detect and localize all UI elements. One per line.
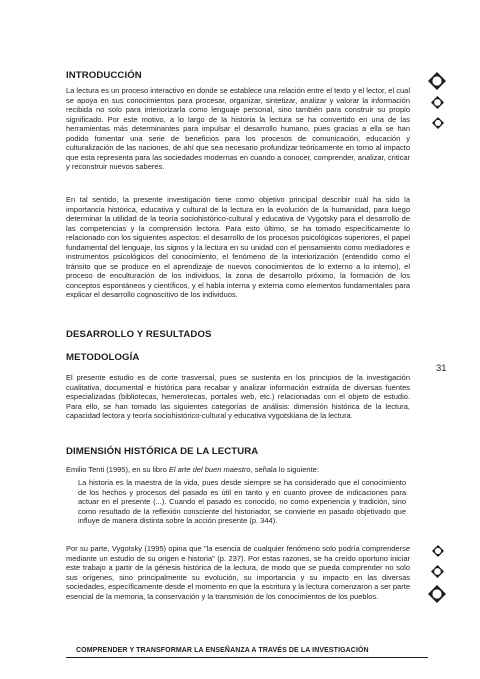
subsection-heading-dimension-historica: DIMENSIÓN HISTÓRICA DE LA LECTURA <box>66 446 259 457</box>
section-heading-desarrollo: DESARROLLO Y RESULTADOS <box>66 329 212 340</box>
footer-title: COMPRENDER Y TRANSFORMAR LA ENSEÑANZA A TRAVÉS DE LA INVESTIGACIÓN <box>76 647 369 654</box>
book-title: El arte del buen maestro <box>168 465 251 474</box>
block-quote-tenti: La historia es la maestra de la vida, pues desde siempre se ha considerado que el conocimiento de los hechos y procesos del pasado es útil en tanto y en cuanto provee de indicaciones para actuar en el presente (...). Cuando el pasado es conocido, no como experiencia y tradición, sino como resultado de la reflexión consciente del historiador, se convierte en pasado objetivado que influye de manera distinta sobre la acción presente (p. 344). <box>78 478 406 525</box>
footer-rule <box>66 657 428 658</box>
page-number: 31 <box>436 363 447 374</box>
subsection-heading-metodologia: METODOLOGÍA <box>66 352 140 363</box>
diamond-ring-ornament-icon <box>428 585 446 603</box>
paragraph-metodologia: El presente estudio es de corte trasversal, pues se sustenta en los principios de la investigación cualitativa, documental e histórica para recabar y analizar información extraída de diversas fuentes especializadas (bibliotecas, hemerotecas, portales web, etc.) relacionadas con el objeto de estudio. Para ello, se han tomado las siguientes categorías de análisis: dimensión histórica de la lectura, capacidad lectora y teoría sociohistórico-cultural y educativa vygotskiana de la lectura. <box>66 373 410 420</box>
section-heading-introduccion: INTRODUCCIÓN <box>66 70 142 81</box>
paragraph-introduccion-2: En tal sentido, la presente investigación tiene como objetivo principal describir cuál ha sido la importancia histórica, educativa y cultural de la lectura en la evolución de la humanidad, para luego determinar la utilidad de la teoría sociohistórico-cultural y educativa de Vygotsky para el desarrollo de las competencias y la comprensión lectora. Para esto último, se ha tomado específicamente lo relacionado con los siguientes aspectos: el desarrollo de los procesos psicológicos superiores, el papel fundamental del lenguaje, los signos y la lectura en su unidad con el pensamiento como mediadores e instrumentos psicológicos del conocimiento, el fenómeno de la interiorización (entendido como el tránsito que se produce en el aprendizaje de nuevos conocimientos de lo externo a lo interno), el proceso de enculturación de los individuos, la zona de desarrollo próximo, la formación de los conceptos espontáneos y científicos, y el habla interna y externa como elementos fundamentales para explicar el desarrollo cognoscitivo de los individuos. <box>66 195 410 299</box>
diamond-ring-ornament-icon <box>431 565 444 578</box>
tenti-intro-end: , señala lo siguiente: <box>250 465 319 474</box>
diamond-ring-ornament-icon <box>432 117 444 129</box>
paragraph-vygotsky: Por su parte, Vygotsky (1995) opina que "la esencia de cualquier fenómeno solo podría comprenderse mediante un estudio de su origen e historia" (p. 237). Por estas razones, se ha creído oportuno iniciar este trabajo a partir de la génesis histórica de la lectura, de modo que se pueda comprender no solo sus orígenes, sino principalmente su evolución, su importancia y su impacto en las diversas sociedades, específicamente desde el momento en que la escritura y la lectura comenzaron a ser parte esencial de la memoria, la conservación y la transmisión de los conocimientos de los pueblos. <box>66 544 410 601</box>
diamond-ring-ornament-icon <box>431 96 444 109</box>
diamond-ring-ornament-icon <box>428 72 446 90</box>
paragraph-introduccion-1: La lectura es un proceso interactivo en donde se establece una relación entre el texto y el lector, el cual se apoya en sus conocimientos para procesar, organizar, sintetizar, analizar y valorar la información recibida no solo para interiorizarla como lenguaje personal, sino también para construir su propio significado. Por este motivo, a lo largo de la historia la lectura se ha convertido en una de las herramientas más determinantes para impulsar el desarrollo humano, pues gracias a ella se han podido fomentar una serie de beneficios para los procesos de comunicación, educación y culturalización de las naciones, de ahí que sea necesario profundizar teóricamente en torno al impacto que esta representa para las sociedades modernas en cuando a conocer, comprender, analizar, criticar y reconstruir nuevos saberes. <box>66 86 410 171</box>
diamond-ring-ornament-icon <box>432 545 444 557</box>
paragraph-tenti-intro <box>66 465 410 475</box>
tenti-intro-text: Emilio Tenti (1995), en su libro <box>66 465 169 474</box>
